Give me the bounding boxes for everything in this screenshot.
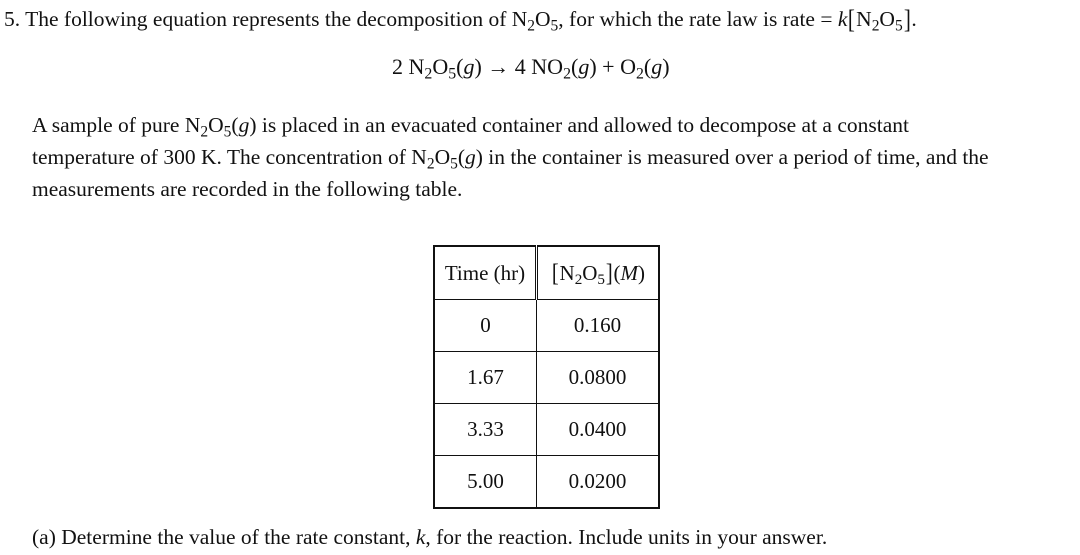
cell-concentration: 0.0400: [537, 404, 660, 456]
equation-coef-2: 4: [514, 54, 526, 79]
part-a-prompt: (a) Determine the value of the rate constant, k, for the reaction. Include units in your answer.: [32, 525, 828, 549]
rate-constant-symbol: k: [837, 7, 848, 31]
table-row: [434, 300, 659, 352]
formula-n2o5-gas: $N_2O_5(g)$: [411, 145, 483, 173]
paragraph-line-2: temperature of 300 K. The concentration of $N_2O_5(g)$ in the container is measured over a period of time, and the: [32, 145, 989, 173]
cell-time: 5.00: [434, 456, 537, 509]
question-intro: The following equation represents the decomposition of: [25, 7, 507, 31]
product-o2: $O_2(g)$: [620, 54, 670, 83]
cell-time: 3.33: [434, 404, 537, 456]
cell-concentration: 0.0800: [537, 352, 660, 404]
equation-coef-1: 2: [392, 54, 403, 79]
paragraph-line-3: measurements are recorded in the following table.: [32, 177, 463, 201]
cell-time: 1.67: [434, 352, 537, 404]
table-row: [434, 456, 659, 509]
table-row: [434, 352, 659, 404]
product-no2: $NO_2(g)$: [531, 54, 597, 83]
reactant: $N_2O_5(g)$: [408, 54, 482, 83]
formula-n2o5: $N_2O_5$: [511, 7, 559, 35]
plus-sign: +: [602, 54, 615, 79]
rate-constant-symbol: k: [415, 525, 426, 549]
header-concentration: $[N_2O_5](M)$: [537, 246, 660, 300]
question-intro-tail: , for which the rate law is rate: [558, 7, 815, 31]
question-number: 5.: [4, 7, 21, 31]
concentration-table: [433, 245, 660, 509]
cell-concentration: 0.0200: [537, 456, 660, 509]
table-row: [434, 404, 659, 456]
cell-time: 0: [434, 300, 537, 352]
header-time: Time (hr): [434, 246, 537, 300]
table-header-row: [434, 246, 659, 300]
equals-sign: =: [820, 7, 833, 31]
question-line: 5. The following equation represents the decomposition of $N_2O_5$, for which the rate law is rate = $k[N_2O_5]$.: [4, 4, 917, 35]
reaction-arrow: →: [487, 54, 510, 79]
formula-n2o5-gas: $N_2O_5(g)$: [184, 113, 257, 141]
paragraph-line-1: A sample of pure $N_2O_5(g)$ is placed in an evacuated container and allowed to decompose at a constant: [32, 113, 909, 141]
cell-concentration: 0.160: [537, 300, 660, 352]
chemical-equation: [392, 54, 670, 83]
